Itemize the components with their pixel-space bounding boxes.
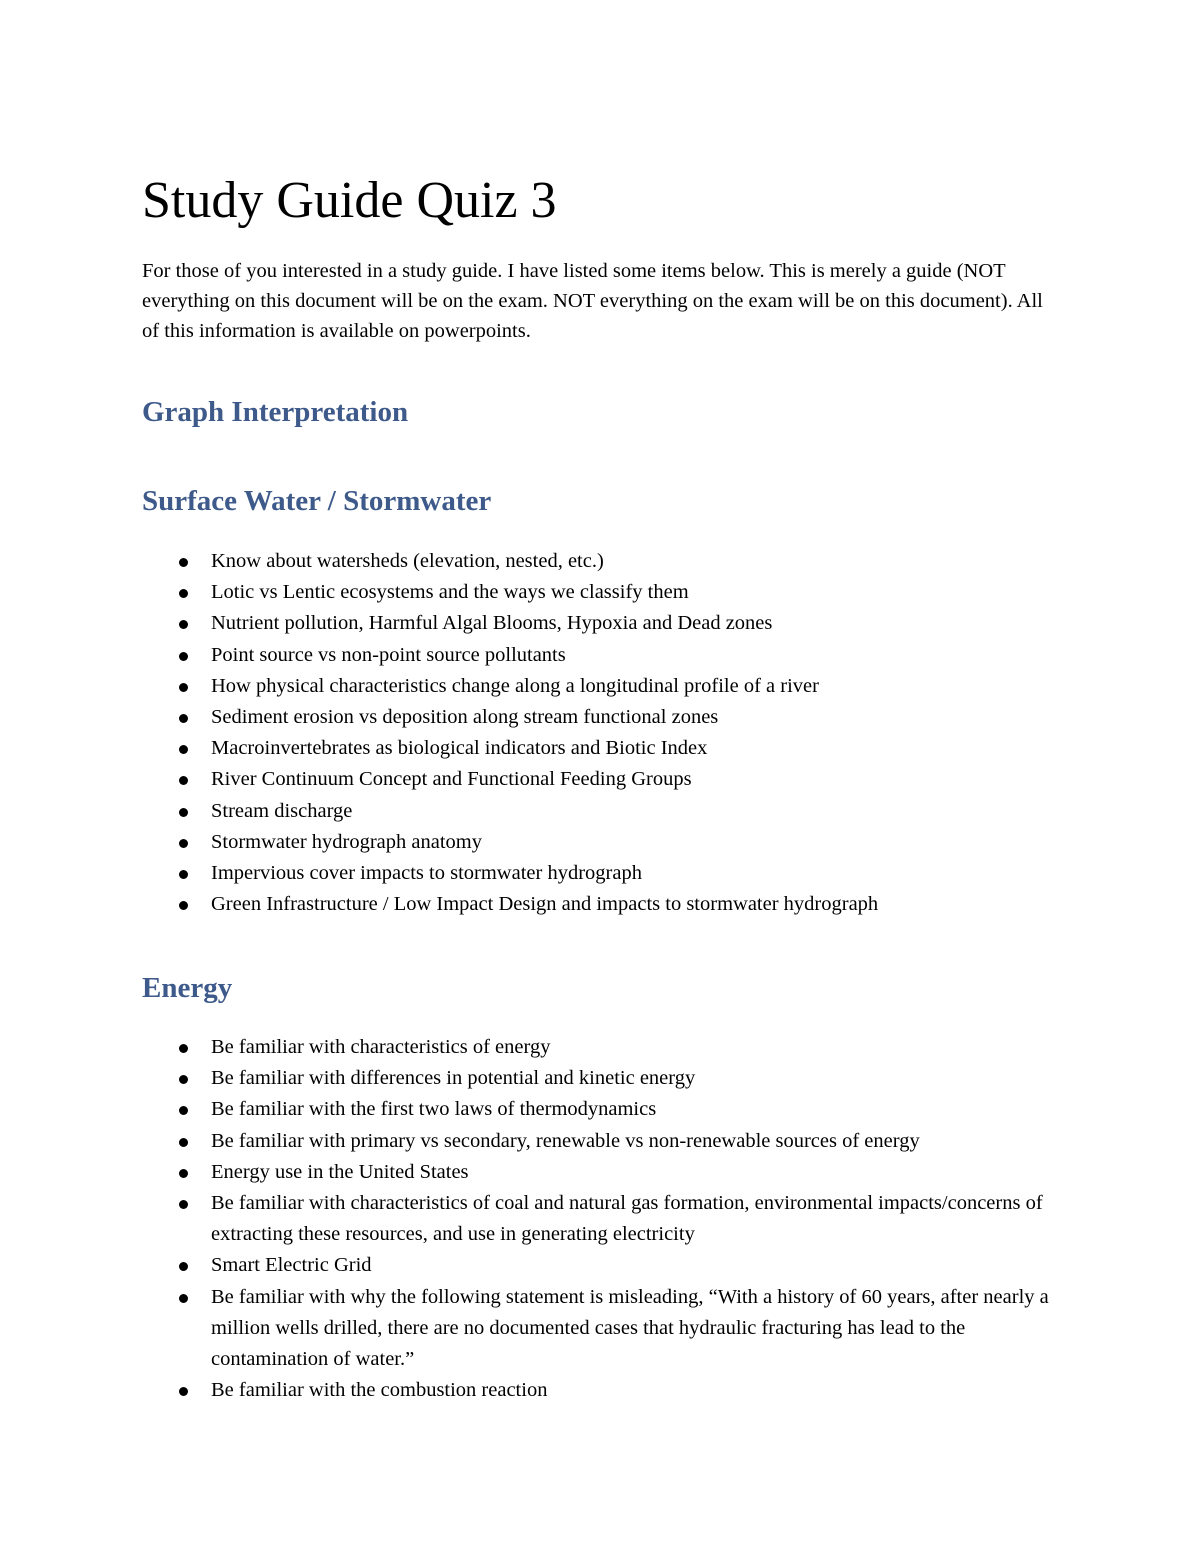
list-item-text: Stream discharge xyxy=(211,799,353,822)
list-item xyxy=(142,577,1052,608)
bullet-icon xyxy=(179,1169,188,1178)
list-item xyxy=(142,1126,1052,1157)
list-item-text: Nutrient pollution, Harmful Algal Blooms, Hypoxia and Dead zones xyxy=(211,612,773,635)
list-item xyxy=(142,608,1052,639)
list-item-text: Be familiar with characteristics of coal and natural gas formation, environmental impacts/concerns of extracting these resources, and use in generating electricity xyxy=(211,1192,1043,1246)
list-item-text: Green Infrastructure / Low Impact Design and impacts to stormwater hydrograph xyxy=(211,893,879,916)
list-item-text: Stormwater hydrograph anatomy xyxy=(211,830,482,853)
list-item-text: Impervious cover impacts to stormwater hydrograph xyxy=(211,862,642,885)
bullet-icon xyxy=(179,901,188,910)
list-item-text: Be familiar with the first two laws of thermodynamics xyxy=(211,1098,657,1121)
energy-list xyxy=(142,1032,1052,1406)
bullet-icon xyxy=(179,1044,188,1053)
bullet-icon xyxy=(179,745,188,754)
list-item xyxy=(142,1157,1052,1188)
bullet-icon xyxy=(179,1106,188,1115)
page-title: Study Guide Quiz 3 xyxy=(142,172,557,229)
intro-paragraph: For those of you interested in a study guide. I have listed some items below. This is merely a guide (NOT everything on this document will be on the exam. NOT everything on the exam will be on this document). All of this information is available on powerpoints. xyxy=(142,260,1043,342)
list-item-text: Be familiar with primary vs secondary, renewable vs non-renewable sources of energy xyxy=(211,1129,920,1152)
bullet-icon xyxy=(179,714,188,723)
list-item-text: Be familiar with why the following statement is misleading, “With a history of 60 years, after nearly a million wells drilled, there are no documented cases that hydraulic fracturing has lead to the contamination of water.” xyxy=(211,1285,1049,1371)
list-item xyxy=(142,827,1052,858)
bullet-icon xyxy=(179,1075,188,1084)
list-item xyxy=(142,1063,1052,1094)
list-item-text: River Continuum Concept and Functional Feeding Groups xyxy=(211,768,692,791)
list-item xyxy=(142,1032,1052,1063)
list-item xyxy=(142,796,1052,827)
surface-water-list xyxy=(142,546,1052,920)
list-item xyxy=(142,1094,1052,1125)
list-item-text: Point source vs non-point source pollutants xyxy=(211,643,566,666)
section-heading-surface-water: Surface Water / Stormwater xyxy=(142,485,492,517)
bullet-icon xyxy=(179,776,188,785)
list-item xyxy=(142,546,1052,577)
section-heading-graph-interpretation: Graph Interpretation xyxy=(142,396,409,428)
list-item-text: Be familiar with characteristics of energy xyxy=(211,1036,551,1058)
bullet-icon xyxy=(179,652,188,661)
bullet-icon xyxy=(179,1387,188,1396)
bullet-icon xyxy=(179,683,188,692)
bullet-icon xyxy=(179,620,188,629)
bullet-icon xyxy=(179,839,188,848)
list-item xyxy=(142,733,1052,764)
list-item xyxy=(142,671,1052,702)
bullet-icon xyxy=(179,1262,188,1271)
bullet-icon xyxy=(179,1294,188,1303)
list-item-text: Sediment erosion vs deposition along stream functional zones xyxy=(211,706,719,729)
bullet-icon xyxy=(179,558,188,567)
section-heading-energy: Energy xyxy=(142,972,233,1004)
list-item xyxy=(142,1250,1052,1281)
bullet-icon xyxy=(179,808,188,817)
list-item xyxy=(142,1188,1052,1250)
bullet-icon xyxy=(179,589,188,598)
bullet-icon xyxy=(179,1200,188,1209)
list-item xyxy=(142,1282,1052,1376)
list-item xyxy=(142,640,1052,671)
list-item xyxy=(142,702,1052,733)
list-item-text: Be familiar with the combustion reaction xyxy=(211,1379,548,1402)
list-item xyxy=(142,764,1052,795)
list-item-text: Know about watersheds (elevation, nested, etc.) xyxy=(211,550,604,572)
list-item-text: Macroinvertebrates as biological indicators and Biotic Index xyxy=(211,737,708,760)
bullet-icon xyxy=(179,870,188,879)
list-item-text: Be familiar with differences in potential and kinetic energy xyxy=(211,1067,696,1090)
list-item-text: Energy use in the United States xyxy=(211,1160,469,1183)
bullet-icon xyxy=(179,1138,188,1147)
list-item-text: Lotic vs Lentic ecosystems and the ways we classify them xyxy=(211,581,689,604)
list-item-text: How physical characteristics change along a longitudinal profile of a river xyxy=(211,674,819,697)
list-item xyxy=(142,1375,1052,1406)
list-item xyxy=(142,889,1052,920)
list-item-text: Smart Electric Grid xyxy=(211,1254,372,1277)
list-item xyxy=(142,858,1052,889)
